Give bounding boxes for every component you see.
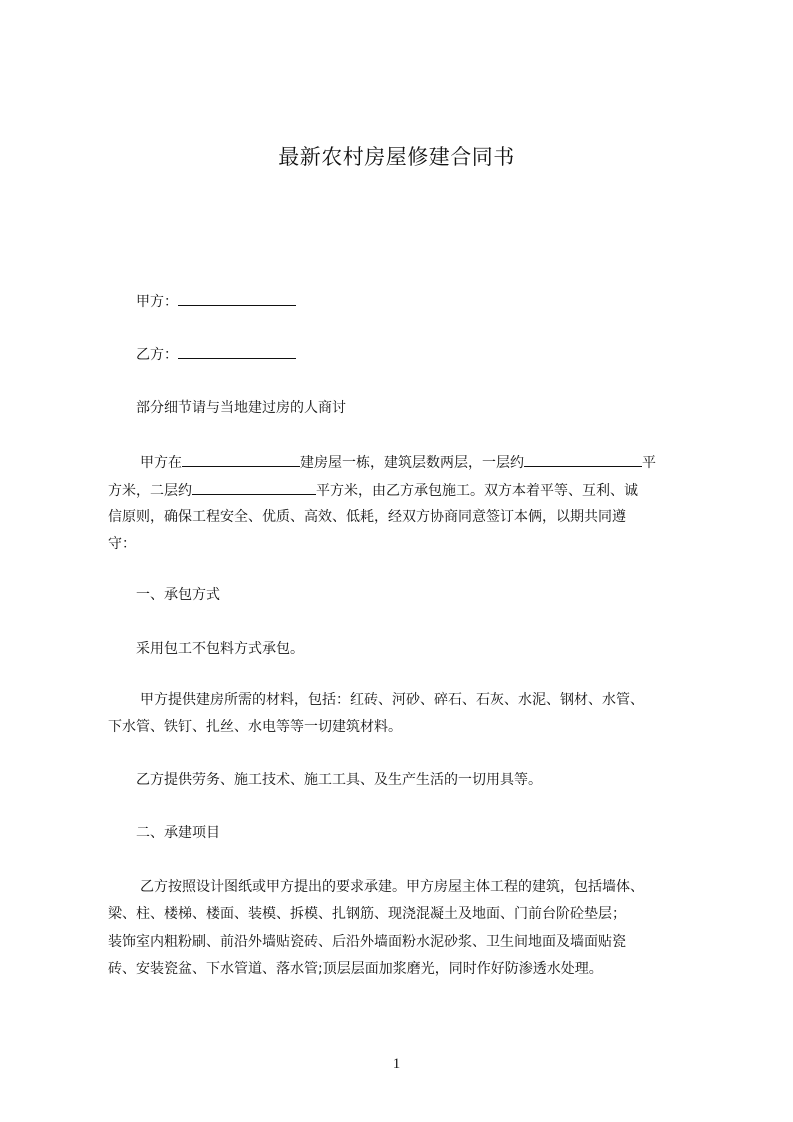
party-a-label: 甲方： [136, 294, 178, 310]
section1-paragraph-3: 乙方提供劳务、施工技术、施工工具、及生产生活的一切用具等。 [136, 772, 542, 788]
section1-paragraph-1: 采用包工不包料方式承包。 [136, 641, 304, 657]
section1-heading: 一、承包方式 [136, 587, 220, 603]
intro-line-1 [140, 452, 656, 473]
section2-line-4: 砖、安装瓷盆、下水管道、落水管;顶层层面加浆磨光，同时作好防渗透水处理。 [108, 961, 603, 977]
intro-line-2 [108, 480, 638, 501]
floor1-area-blank [524, 452, 642, 467]
intro-text-2a: 方米，二层约 [108, 483, 192, 499]
party-a-line [136, 291, 296, 312]
section2-line-2: 梁、柱、楼梯、楼面、装模、拆模、扎钢筋、现浇混凝土及地面、门前台阶砼垫层； [108, 906, 626, 922]
party-b-line [136, 344, 296, 365]
page-number: 1 [392, 1056, 401, 1072]
document-title: 最新农村房屋修建合同书 [278, 145, 515, 169]
intro-text-1a: 甲方在 [140, 455, 182, 471]
party-b-label: 乙方： [136, 347, 178, 363]
intro-line-4: 守： [108, 536, 136, 552]
section1-paragraph-2-line-1: 甲方提供建房所需的材料，包括：红砖、河砂、碎石、石灰、水泥、钢材、水管、 [140, 692, 644, 708]
section1-paragraph-2-line-2: 下水管、铁钉、扎丝、水电等等一切建筑材料。 [108, 719, 402, 735]
section2-line-1: 乙方按照设计图纸或甲方提出的要求承建。甲方房屋主体工程的建筑，包括墙体、 [140, 879, 644, 895]
intro-line-3: 信原则，确保工程安全、优质、高效、低耗，经双方协商同意签订本俩，以期共同遵 [108, 509, 626, 525]
intro-text-1b: 建房屋一栋，建筑层数两层，一层约 [300, 455, 524, 471]
note-line: 部分细节请与当地建过房的人商讨 [136, 400, 346, 416]
floor2-area-blank [192, 480, 316, 495]
intro-text-2b: 平方米，由乙方承包施工。双方本着平等、互利、诚 [316, 483, 638, 499]
intro-text-1c: 平 [642, 455, 656, 471]
party-a-blank [178, 291, 296, 306]
party-b-blank [178, 344, 296, 359]
location-blank [182, 452, 300, 467]
section2-line-3: 装饰室内粗粉刷、前沿外墙贴瓷砖、后沿外墙面粉水泥砂浆、卫生间地面及墙面贴瓷 [108, 934, 626, 950]
section2-heading: 二、承建项目 [136, 825, 220, 841]
